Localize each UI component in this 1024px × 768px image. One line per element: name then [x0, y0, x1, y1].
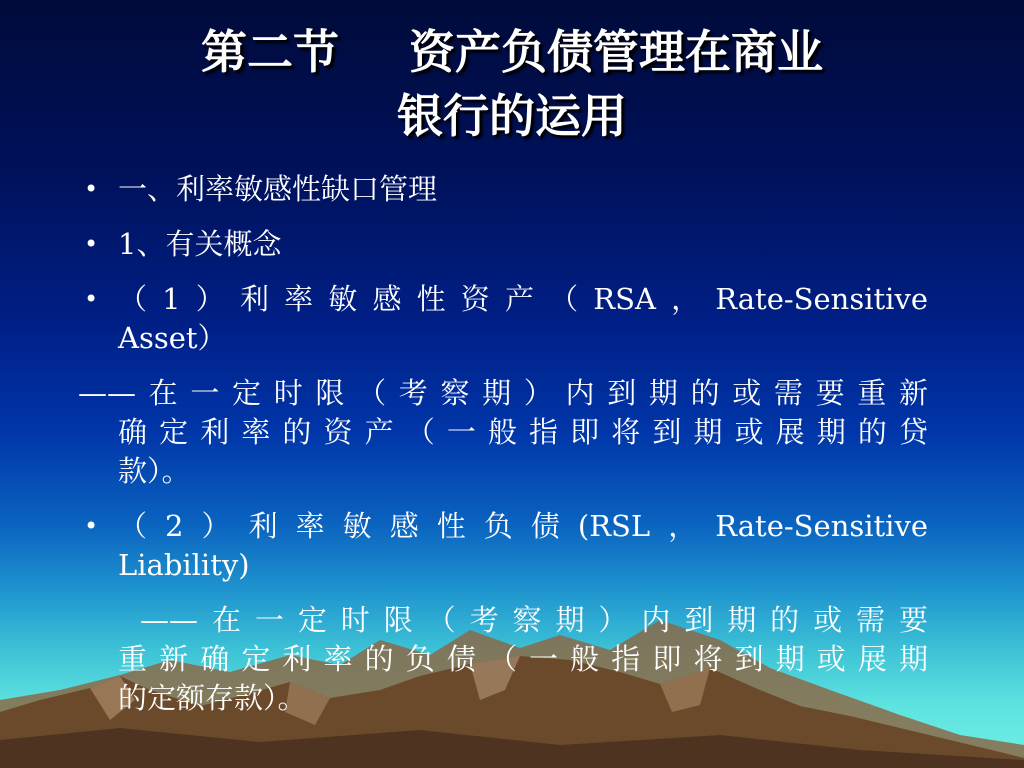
title-text-line1: 资产负债管理在商业 — [409, 25, 823, 79]
rsl-definition-line3: 的定额存款）。 — [118, 681, 307, 715]
rsl-definition-line2: 重新确定利率的负债（一般指即将到期或展期 — [118, 642, 928, 676]
rsl-heading-continued: Liability) — [118, 548, 250, 582]
slide-body — [78, 170, 928, 718]
bullet-gap-management: • 一、利率敏感性缺口管理 — [78, 170, 928, 209]
title-text-line2: 银行的运用 — [397, 89, 627, 143]
rsl-definition-line1: ——在一定时限（考察期）内到期的或需要 — [140, 603, 928, 637]
rsa-definition-line1: ——在一定时限（考察期）内到期的或需要重新 — [78, 376, 928, 410]
rsa-heading-continued: Asset） — [118, 321, 227, 355]
bullet-rsl-heading: • （2）利率敏感性负债(RSL，Rate-Sensitive — [78, 507, 928, 546]
title-section-label: 第二节 — [201, 25, 339, 79]
bullet-concepts: • 1、有关概念 — [78, 225, 928, 264]
rsa-definition-line3: 款）。 — [118, 454, 191, 488]
slide-title — [60, 20, 964, 148]
rsa-definition-line2: 确定利率的资产（一般指即将到期或展期的贷 — [118, 415, 928, 449]
bullet-rsa-heading: • （1）利率敏感性资产（RSA，Rate-Sensitive — [78, 280, 928, 319]
